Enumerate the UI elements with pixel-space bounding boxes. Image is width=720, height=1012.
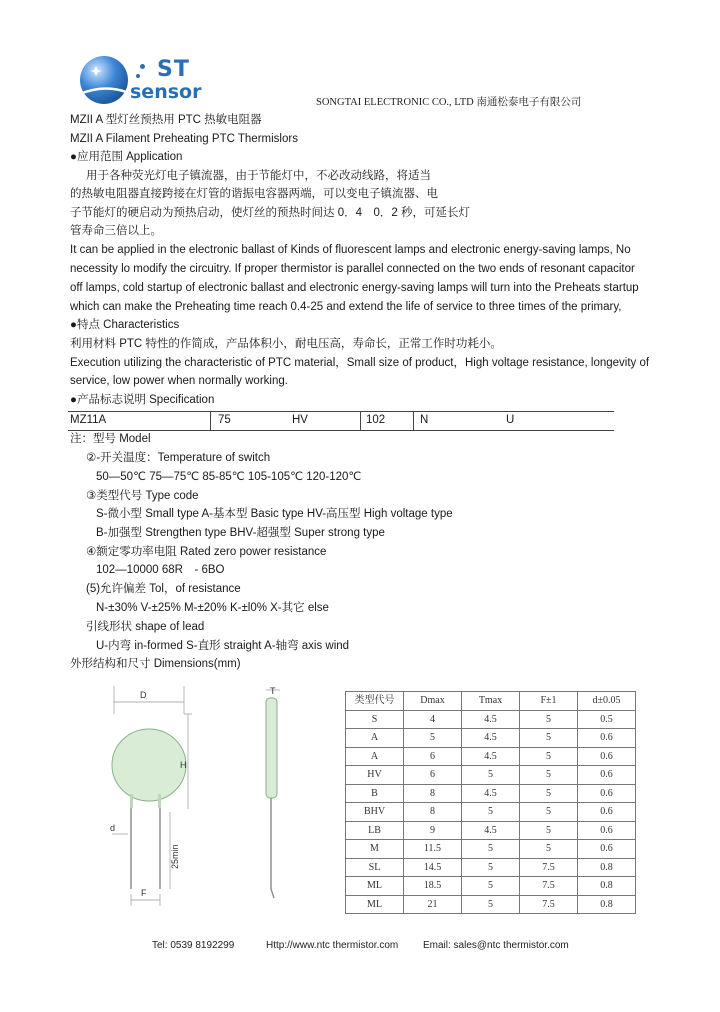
cell: 5 [520,710,578,729]
cell: 7.5 [520,877,578,896]
note-switch-temp: ②-开关温度：Temperature of switch [86,452,271,464]
spec-tolerance: N [420,414,429,426]
footer-tel: Tel: 0539 8192299 [152,940,235,951]
note-tolerance: (5)允许偏差 Tol，of resistance [86,583,241,595]
cell: 5 [462,877,520,896]
note-lead: 引线形状 shape of lead [86,621,205,633]
cell: 6 [404,747,462,766]
cell: 5 [520,840,578,859]
header-f: F±1 [520,692,578,711]
cell: 14.5 [404,858,462,877]
cell: 0.6 [578,840,636,859]
application-heading: ●应用范围 Application [70,151,183,163]
cell: A [346,747,404,766]
cell: 5 [462,766,520,785]
note-dimensions: 外形结构和尺寸 Dimensions(mm) [70,658,241,670]
table-row [346,747,636,766]
note-switch-values: 50—50℃ 75—75℃ 85-85℃ 105-105℃ 120-120℃ [96,471,362,483]
application-cn-line: 的热敏电阻器直接跨接在灯管的谐振电容器两端，可以变电子镇流器、电 [70,188,438,200]
cell: 5 [520,747,578,766]
note-lead-values: U-内弯 in-formed S-直形 straight A-轴弯 axis wind [96,640,350,652]
note-type-line: B-加强型 Strengthen type BHV-超强型 Super strong type [96,527,385,539]
title-cn: MZII A 型灯丝预热用 PTC 热敏电阻器 [70,114,262,126]
spec-type: HV [292,414,308,426]
characteristics-heading: ●特点 Characteristics [70,319,180,331]
cell: 0.6 [578,766,636,785]
application-en-line: It can be applied in the electronic ballast of Kinds of fluorescent lamps and electronic energy-saving lamps, No [70,244,631,256]
table-row [346,840,636,859]
cell: 5 [404,729,462,748]
cell: 0.6 [578,729,636,748]
cell: 5 [520,803,578,822]
table-header-row [346,692,636,711]
application-cn-line: 子节能灯的硬启动为预热启动，使灯丝的预热时间达 0．4 0．2 秒，可延长灯 [70,207,470,219]
cell: 0.6 [578,821,636,840]
cell: LB [346,821,404,840]
spec-lead: U [506,414,515,426]
application-cn-line: 用于各种荧光灯电子镇流器，由于节能灯中，不必改动线路，将适当 [86,170,431,182]
note-model: 注：型号 Model [70,433,151,445]
characteristics-cn: 利用材料 PTC 特性的作简成，产品体积小，耐电压高，寿命长，正常工作时功耗小。 [70,338,502,350]
cell: 0.6 [578,803,636,822]
cell: 0.6 [578,784,636,803]
cell: 8 [404,803,462,822]
table-row [346,710,636,729]
footer-email-link[interactable]: Email: sales@ntc thermistor.com [423,940,569,951]
diagram-f-label: F [141,888,147,898]
logo-st: ST [157,57,190,82]
table-row [346,729,636,748]
table-row [346,766,636,785]
logo-sensor: sensor [130,81,202,103]
cell: 4.5 [462,784,520,803]
cell: 0.6 [578,747,636,766]
table-row [346,821,636,840]
cell: 0.8 [578,858,636,877]
note-resistance: ④额定零功率电阻 Rated zero power resistance [86,546,327,558]
cell: M [346,840,404,859]
company-name: SONGTAI ELECTRONIC CO., LTD 南通松泰电子有限公司 [316,97,582,108]
header-d: d±0.05 [578,692,636,711]
title-en: MZII A Filament Preheating PTC Thermislors [70,133,298,145]
spec-switch-temp: 75 [218,414,231,426]
cell: 0.5 [578,710,636,729]
application-en-line: off lamps, cold startup of electronic ballast and electronic energy-saving lamps will turn into the Preheats startup [70,282,639,294]
diagram-dd-label: d [110,823,116,833]
company-logo [78,52,218,108]
cell: 5 [462,858,520,877]
cell: 8 [404,784,462,803]
cell: BHV [346,803,404,822]
cell: 21 [404,895,462,914]
characteristics-en-line: service, low power when normally working. [70,375,288,387]
table-row [346,784,636,803]
cell: 4.5 [462,729,520,748]
table-row [346,858,636,877]
logo-globe-icon [78,52,138,108]
thermistor-dimension-diagram [100,684,300,924]
cell: 5 [520,821,578,840]
application-en-line: necessity lo modify the circuitry. If proper thermistor is parallel connected on the two ends of resonant capacitor [70,263,635,275]
cell: 4.5 [462,747,520,766]
cell: 9 [404,821,462,840]
spec-model: MZ11A [70,414,107,426]
characteristics-en-line: Execution utilizing the characteristic of PTC material，Small size of product，High voltage resistance, longevity of [70,357,650,369]
header-tmax: Tmax [462,692,520,711]
table-row [346,895,636,914]
cell: ML [346,895,404,914]
cell: 11.5 [404,840,462,859]
table-row [346,803,636,822]
cell: 5 [520,784,578,803]
note-resistance-values: 102—10000 68R - 6BO [96,564,225,576]
diagram-d-label: D [140,690,147,700]
table-row [346,877,636,896]
cell: 0.8 [578,895,636,914]
header-type-code: 类型代号 [346,692,404,711]
note-type-code: ③类型代号 Type code [86,490,199,502]
cell: 5 [520,766,578,785]
cell: 4 [404,710,462,729]
diagram-h-label: H [180,760,187,770]
diagram-t-label: T [270,686,276,696]
cell: B [346,784,404,803]
cell: 5 [462,840,520,859]
cell: 4.5 [462,710,520,729]
cell: 4.5 [462,821,520,840]
cell: A [346,729,404,748]
cell: 5 [462,803,520,822]
cell: 7.5 [520,895,578,914]
cell: HV [346,766,404,785]
diagram-lead-length-label: 25min [170,844,180,869]
specification-table [68,411,614,431]
cell: 5 [462,895,520,914]
header-dmax: Dmax [404,692,462,711]
specification-heading: ●产品标志说明 Specification [70,394,215,406]
cell: 18.5 [404,877,462,896]
application-cn-line: 管寿命三倍以上。 [70,225,162,237]
cell: ML [346,877,404,896]
cell: 0.8 [578,877,636,896]
cell: 5 [520,729,578,748]
note-tolerance-values: N-±30% V-±25% M-±20% K-±l0% X-其它 else [96,602,329,614]
note-type-line: S-微小型 Small type A-基本型 Basic type HV-高压型 High voltage type [96,508,453,520]
cell: 7.5 [520,858,578,877]
spec-resistance: 102 [366,414,386,426]
cell: 6 [404,766,462,785]
cell: SL [346,858,404,877]
dimension-table [345,691,636,914]
application-en-line: which can make the Preheating time reach 0.4-25 and extend the life of service to three times of the primary, [70,301,622,313]
cell: S [346,710,404,729]
footer-web-link[interactable]: Http://www.ntc thermistor.com [266,940,399,951]
